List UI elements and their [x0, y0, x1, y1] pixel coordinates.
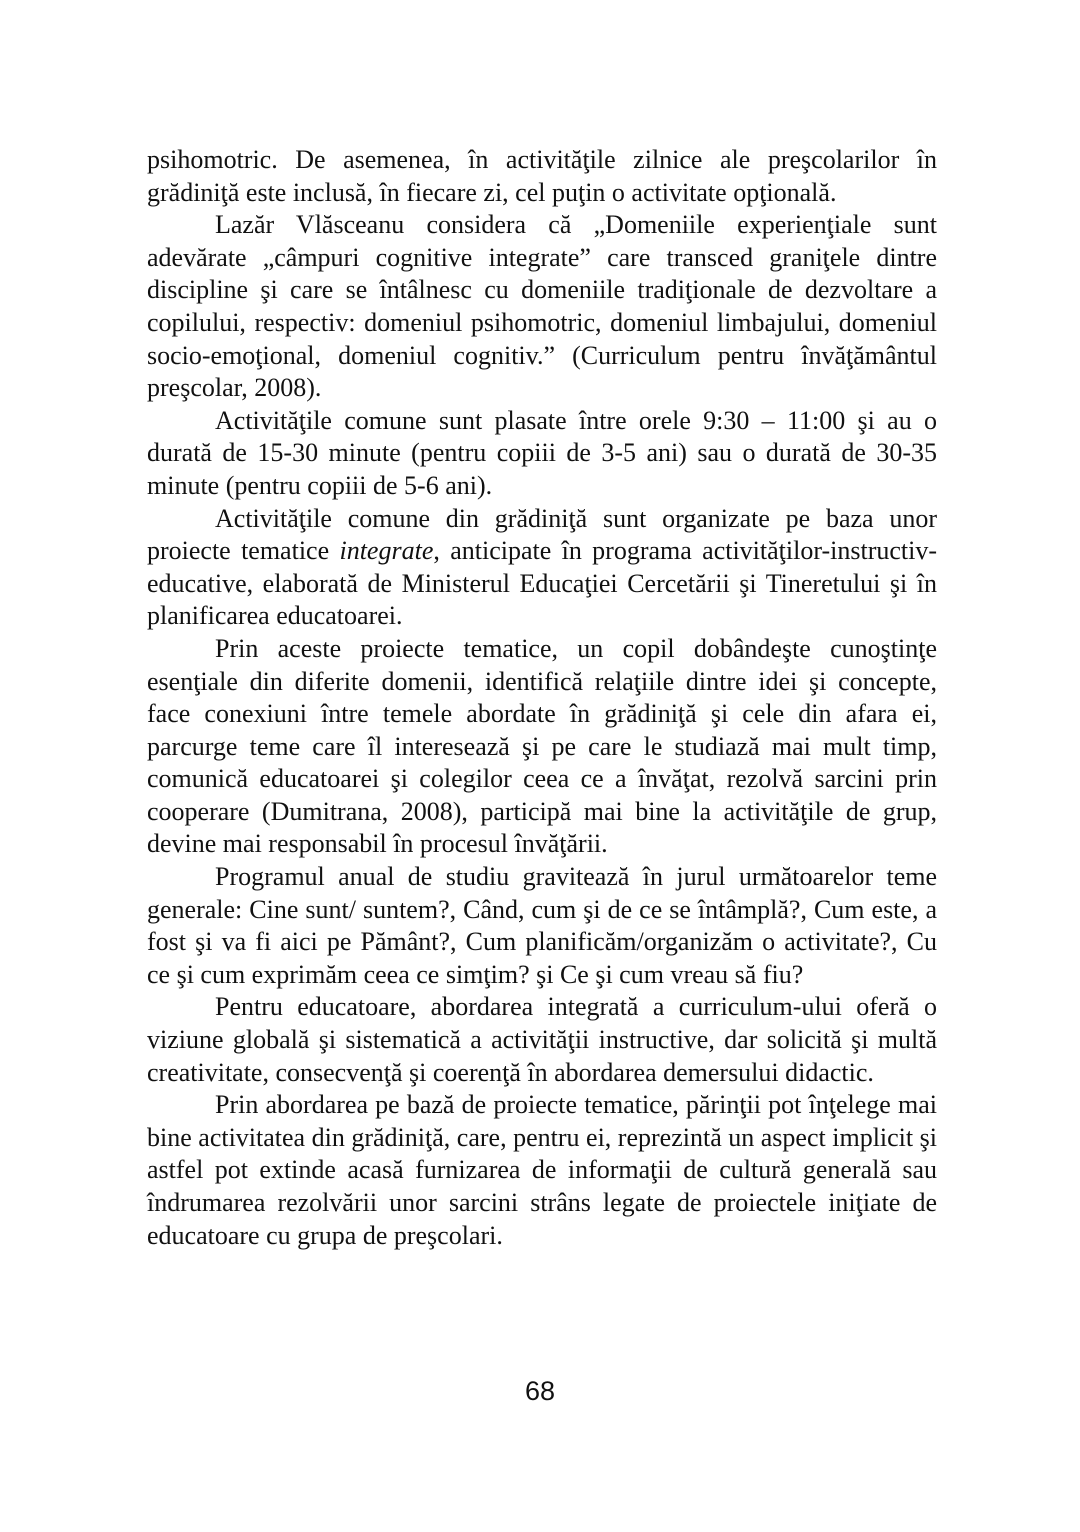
- text-run: Pentru educatoare, abordarea integrată a curriculum-ului oferă o viziune globală şi sistematică a activităţii instructive, dar solicită şi multă creativitate, consecvenţă şi coerenţă în abordarea demersului didactic.: [147, 992, 937, 1087]
- paragraph: [147, 209, 937, 405]
- text-run: Programul anual de studiu gravitează în jurul următoarelor teme generale: Cine sunt/ suntem?, Când, cum şi de ce se întâmplă?, Cum este, a fost şi va fi aici pe Pământ?, Cum planificăm/organizăm o activitate?, Cu ce şi cum exprimăm ceea ce simţim? şi Ce şi cum vreau să fiu?: [147, 862, 937, 989]
- paragraph: [147, 144, 937, 209]
- paragraph: [147, 1089, 937, 1252]
- paragraph: [147, 503, 937, 633]
- text-run: , anticipate în programa activităţilor-instructiv-educative, elaborată de Ministerul Educaţiei Cercetării şi Tineretului şi în planificarea educatoarei.: [147, 536, 938, 631]
- text-run: Prin aceste proiecte tematice, un copil dobândeşte cunoştinţe esenţiale din diferite domenii, identifică relaţiile dintre idei şi concepte, face conexiuni între temele abordate în grădiniţă şi cele din afara ei, parcurge teme care îl interesează şi pe care le studiază mai mult timp, comunică educatoarei şi colegilor ceea ce a învăţat, rezolvă sarcini prin cooperare (Dumitrana, 2008), participă mai bine la activităţile de grup, devine mai responsabil în procesul învăţării.: [147, 633, 937, 859]
- italic-term: integrate: [339, 536, 434, 566]
- paragraph: [147, 633, 937, 861]
- text-run: psihomotric. De asemenea, în activităţile zilnice ale preşcolarilor în grădiniţă este inclusă, în fiecare zi, cel puţin o activitate opţională.: [147, 145, 937, 207]
- paragraph: [147, 861, 937, 991]
- paragraph: [147, 405, 937, 503]
- text-run: Activităţile comune din grădiniţă sunt organizate pe baza unor proiecte tematice: [147, 503, 937, 566]
- paragraph: [147, 991, 937, 1089]
- text-run: Activităţile comune sunt plasate între orele 9:30 – 11:00 şi au o durată de 15-30 minute (pentru copiii de 3-5 ani) sau o durată de 30-35 minute (pentru copiii de 5-6 ani).: [147, 405, 937, 500]
- page-number: 68: [524, 1376, 556, 1406]
- body-text: [147, 144, 937, 1252]
- text-run: Prin abordarea pe bază de proiecte tematice, părinţii pot înţelege mai bine activitatea din grădiniţă, care, pentru ei, reprezintă un aspect implicit şi astfel pot extinde acasă furnizarea de informaţii de cultură generală sau îndrumarea rezolvării unor sarcini strâns legate de proiectele iniţiate de educatoare cu grupa de preşcolari.: [147, 1090, 937, 1250]
- text-run: Lazăr Vlăsceanu considera că „Domeniile experienţiale sunt adevărate „câmpuri cognitive integrate” care transced graniţele dintre discipline şi care se întâlnesc cu domeniile tradiţionale de dezvoltare a copilului, respectiv: domeniul psihomotric, domeniul limbajului, domeniul socio-emoţional, domeniul cognitiv.” (Curriculum pentru învăţământul preşcolar, 2008).: [147, 210, 937, 403]
